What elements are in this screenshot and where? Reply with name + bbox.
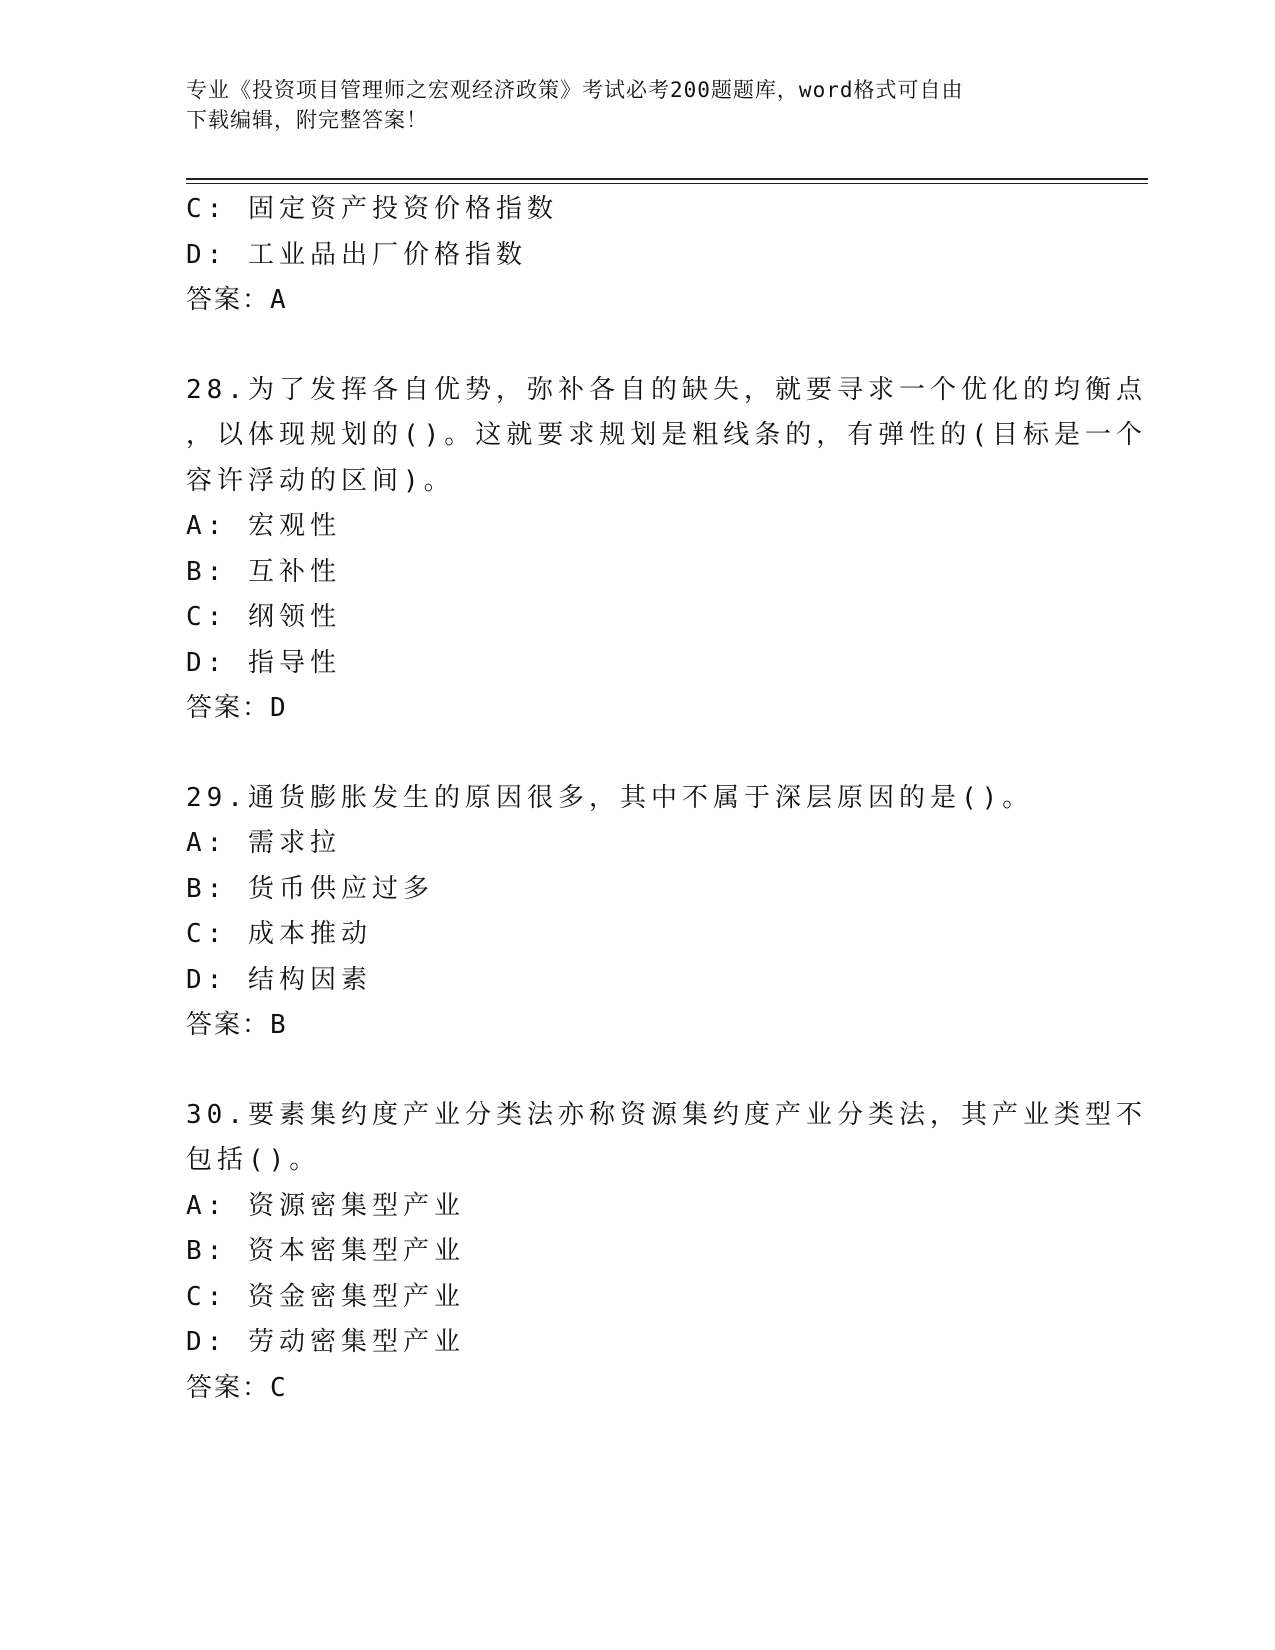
header-line-2: 下载编辑，附完整答案！ xyxy=(186,108,428,132)
answer-label: 答案： xyxy=(186,285,271,315)
answer-line xyxy=(186,1003,1086,1049)
question-29 xyxy=(186,776,1086,1049)
option-c: C: 资金密集型产业 xyxy=(186,1281,465,1312)
answer-label: 答案： xyxy=(186,1372,271,1403)
question-line: 29.通货膨胀发生的原因很多，其中不属于深层原因的是()。 xyxy=(186,782,1034,813)
spacer xyxy=(186,1049,1086,1093)
header-divider xyxy=(186,178,1148,184)
option-d: D: 工业品出厂价格指数 xyxy=(186,239,527,270)
question-text xyxy=(186,776,1086,822)
header-line-1: 专业《投资项目管理师之宏观经济政策》考试必考200题题库，word格式可自由 xyxy=(186,78,964,102)
answer-value: B xyxy=(270,1010,288,1040)
option-a: A: 宏观性 xyxy=(186,511,341,541)
option-c: C: 固定资产投资价格指数 xyxy=(186,194,558,224)
question-line: 包括()。 xyxy=(186,1145,321,1175)
spacer xyxy=(186,324,1086,368)
question-line: 30.要素集约度产业分类法亦称资源集约度产业分类法，其产业类型不 xyxy=(186,1099,1147,1130)
question-text xyxy=(186,368,1147,505)
answer-value: A xyxy=(270,285,288,315)
option-d: D: 指导性 xyxy=(186,647,341,678)
answer-line xyxy=(186,1366,1086,1412)
question-30 xyxy=(186,1093,1147,1412)
option-a: A: 需求拉 xyxy=(186,828,341,858)
answer-line xyxy=(186,278,1086,324)
document-header xyxy=(186,75,1066,135)
option-b: B: 货币供应过多 xyxy=(186,873,434,904)
option-a: A: 资源密集型产业 xyxy=(186,1190,465,1221)
option-d: D: 劳动密集型产业 xyxy=(186,1327,465,1357)
option-b: B: 资本密集型产业 xyxy=(186,1236,465,1266)
question-line: ，以体现规划的()。这就要求规划是粗线条的，有弹性的(目标是一个 xyxy=(186,420,1147,450)
question-line: 容许浮动的区间)。 xyxy=(186,465,455,496)
answer-value: D xyxy=(270,693,288,723)
option-c: C: 成本推动 xyxy=(186,919,372,949)
question-28 xyxy=(186,368,1147,732)
option-c: C: 纲领性 xyxy=(186,602,341,632)
spacer xyxy=(186,732,1086,776)
answer-label: 答案： xyxy=(186,693,271,723)
option-d: D: 结构因素 xyxy=(186,964,372,995)
option-b: B: 互补性 xyxy=(186,556,341,587)
answer-line xyxy=(186,686,1086,732)
answer-value: C xyxy=(270,1372,288,1403)
question-line: 28.为了发挥各自优势，弥补各自的缺失，就要寻求一个优化的均衡点 xyxy=(186,374,1147,405)
answer-label: 答案： xyxy=(186,1010,271,1040)
question-list xyxy=(186,187,1147,1411)
question-text xyxy=(186,1093,1147,1184)
